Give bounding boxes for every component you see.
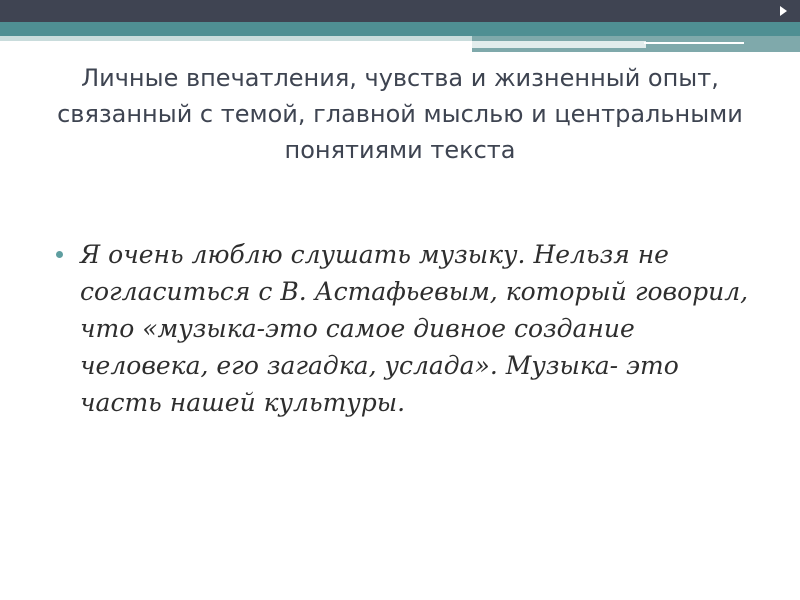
bullet-list (56, 236, 756, 421)
header-divider-line (644, 42, 744, 44)
bullet-text: Я очень люблю слушать музыку. Нельзя не согласиться с В. Астафьевым, который говорил, что «музыка-это самое дивное создание человека, его загадка, услада». Музыка- это часть нашей культуры. (80, 240, 749, 417)
bullet-dot-icon (56, 251, 63, 258)
slide-title: Личные впечатления, чувства и жизненный опыт, связанный с темой, главной мыслью и центральными понятиями текста (57, 64, 743, 164)
triangle-arrow-icon (780, 6, 787, 16)
header-band-dark (0, 0, 800, 22)
header-band-step-inner (472, 41, 646, 48)
header-band-light (0, 36, 472, 41)
bullet-item (56, 236, 756, 421)
header-band-teal (0, 22, 800, 36)
